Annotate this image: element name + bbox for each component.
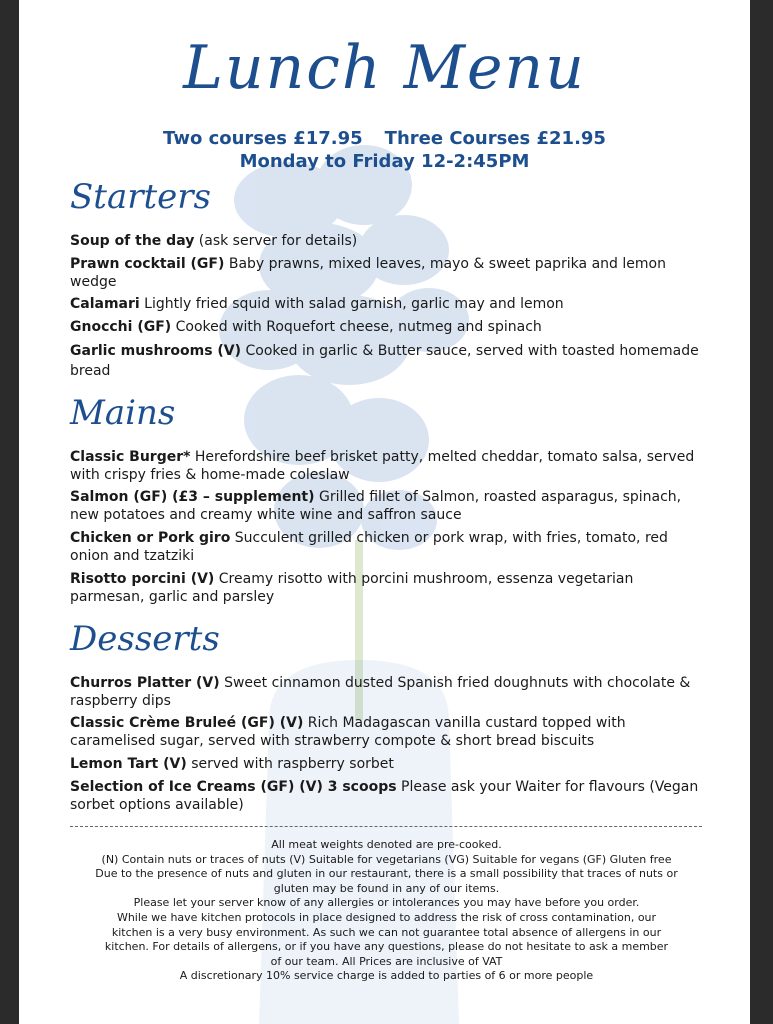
menu-item bbox=[70, 341, 700, 381]
item-name: Chicken or Pork giro bbox=[70, 530, 231, 546]
item-description: Herefordshire beef brisket patty, melted cheddar, tomato salsa, served with crispy fries & home-made coleslaw bbox=[70, 449, 695, 483]
menu-item bbox=[70, 755, 700, 773]
item-name: Garlic mushrooms (V) bbox=[70, 343, 242, 359]
item-name: Classic Crème Bruleé (GF) (V) bbox=[70, 715, 304, 731]
footer-line: kitchen is a very busy environment. As such we can not guarantee total absence of allergens in our bbox=[111, 925, 662, 939]
allergen-footer bbox=[59, 838, 714, 984]
item-name: Calamari bbox=[70, 296, 140, 312]
item-name: Lemon Tart (V) bbox=[70, 756, 187, 772]
item-description: Sweet cinnamon dusted Spanish fried doughnuts with chocolate & raspberry dips bbox=[70, 675, 691, 709]
menu-item bbox=[70, 255, 700, 291]
course-prices bbox=[19, 127, 750, 151]
menu-item bbox=[70, 232, 700, 250]
item-description: served with raspberry sorbet bbox=[186, 756, 394, 772]
footer-line: Due to the presence of nuts and gluten in our restaurant, there is a small possibility that traces of nuts or bbox=[95, 867, 678, 881]
footer-line: (N) Contain nuts or traces of nuts (V) Suitable for vegetarians (VG) Suitable for vegans (GF) Gluten free bbox=[101, 852, 672, 866]
two-courses-price: Two courses £17.95 bbox=[163, 128, 363, 149]
item-description: Succulent grilled chicken or pork wrap, with fries, tomato, red onion and tzatziki bbox=[70, 530, 668, 564]
item-description: Rich Madagascan vanilla custard topped with caramelised sugar, served with strawberry compote & short bread biscuits bbox=[70, 715, 626, 749]
menu-item bbox=[70, 318, 700, 336]
footer-line: kitchen. For details of allergens, or if you have any questions, please do not hesitate to ask a member bbox=[104, 940, 669, 954]
dashed-divider bbox=[70, 826, 702, 827]
menu-item bbox=[70, 714, 700, 750]
menu-item bbox=[70, 778, 700, 814]
menu-item bbox=[70, 570, 700, 606]
footer-line: gluten may be found in any of our items. bbox=[273, 881, 500, 895]
menu-item bbox=[70, 529, 700, 565]
footer-line: A discretionary 10% service charge is added to parties of 6 or more people bbox=[179, 969, 594, 983]
menu-item bbox=[70, 488, 700, 524]
menu-title: Lunch Menu bbox=[183, 33, 586, 103]
item-name: Classic Burger* bbox=[70, 449, 191, 465]
three-courses-price: Three Courses £21.95 bbox=[384, 128, 606, 149]
item-description: Please ask your Waiter for flavours (Vegan sorbet options available) bbox=[70, 779, 699, 813]
item-description: Cooked with Roquefort cheese, nutmeg and spinach bbox=[171, 319, 542, 335]
item-description: Creamy risotto with porcini mushroom, essenza vegetarian parmesan, garlic and parsley bbox=[70, 571, 634, 605]
item-name: Selection of Ice Creams (GF) (V) 3 scoops bbox=[70, 779, 397, 795]
item-name: Churros Platter (V) bbox=[70, 675, 220, 691]
footer-line: Please let your server know of any allergies or intolerances you may have before you order. bbox=[133, 896, 640, 910]
footer-line: All meat weights denoted are pre-cooked. bbox=[271, 838, 502, 851]
item-name: Gnocchi (GF) bbox=[70, 319, 172, 335]
item-description: (ask server for details) bbox=[194, 233, 358, 249]
item-name: Soup of the day bbox=[70, 233, 195, 249]
item-name: Salmon (GF) (£3 – supplement) bbox=[70, 489, 315, 505]
item-description: Lightly fried squid with salad garnish, garlic may and lemon bbox=[139, 296, 564, 312]
desserts-heading: Desserts bbox=[70, 619, 220, 659]
footer-line: While we have kitchen protocols in place designed to address the risk of cross contamination, our bbox=[116, 910, 657, 924]
item-name: Risotto porcini (V) bbox=[70, 571, 215, 587]
menu-page bbox=[19, 0, 750, 1024]
item-description: Baby prawns, mixed leaves, mayo & sweet paprika and lemon wedge bbox=[70, 256, 666, 290]
menu-item bbox=[70, 674, 700, 710]
footer-line: of our team. All Prices are inclusive of VAT bbox=[270, 954, 503, 968]
item-name: Prawn cocktail (GF) bbox=[70, 256, 225, 272]
item-description: Cooked in garlic & Butter sauce, served with toasted homemade bread bbox=[70, 343, 699, 379]
item-description: Grilled fillet of Salmon, roasted asparagus, spinach, new potatoes and creamy white wine and saffron sauce bbox=[70, 489, 682, 523]
starters-heading: Starters bbox=[70, 177, 211, 217]
menu-item bbox=[70, 295, 700, 313]
mains-heading: Mains bbox=[70, 393, 176, 433]
serving-hours: Monday to Friday 12-2:45PM bbox=[239, 151, 530, 172]
menu-item bbox=[70, 448, 700, 484]
